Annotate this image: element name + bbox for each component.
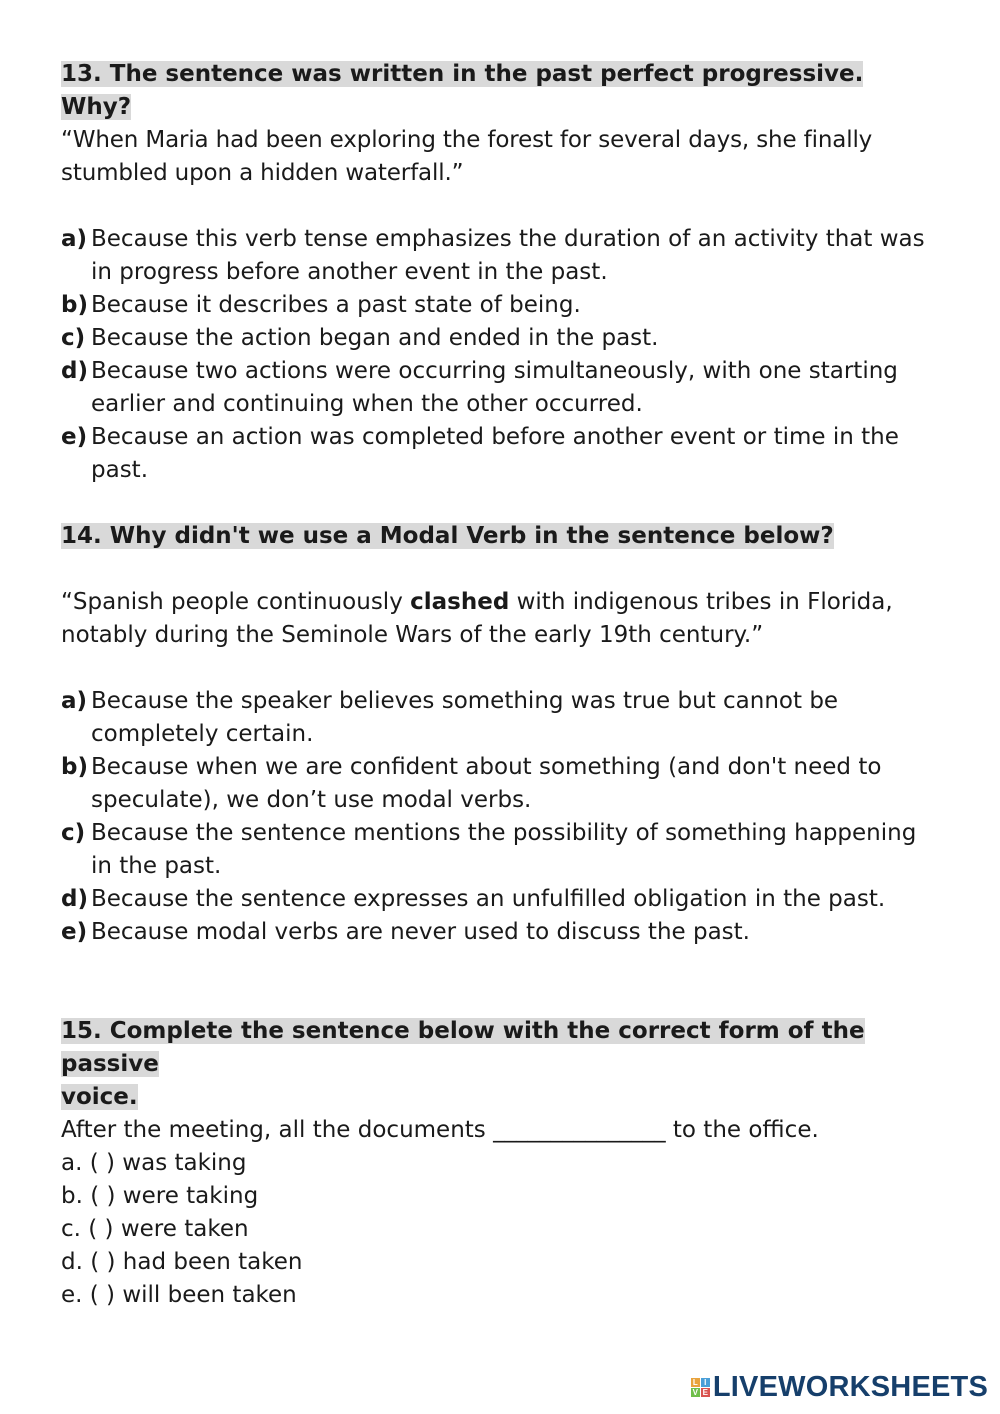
question-15-title-line2: voice.: [61, 1084, 138, 1110]
option-text: Because modal verbs are never used to discuss the past.: [91, 919, 750, 945]
logo-wordmark: LIVEWORKSHEETS: [712, 1371, 988, 1403]
question-13-option-c[interactable]: [61, 322, 941, 355]
question-13-title: 13. The sentence was written in the past perfect progressive. Why?: [61, 61, 864, 120]
question-15-option-e[interactable]: e. ( ) will been taken: [61, 1282, 297, 1308]
option-letter: c): [61, 820, 86, 846]
question-13-option-a[interactable]: [61, 223, 941, 289]
option-text: Because this verb tense emphasizes the duration of an activity that was in progress before another event in the past.: [91, 226, 925, 285]
question-14-quote: [61, 586, 941, 652]
quote-end: with indigenous tribes in Florida, notably during the Seminole Wars of the early 19th century.”: [61, 589, 893, 648]
question-13-quote: “When Maria had been exploring the forest for several days, she finally stumbled upon a hidden waterfall.”: [61, 127, 873, 186]
option-text: Because an action was completed before another event or time in the past.: [91, 424, 899, 483]
option-letter: d): [61, 886, 88, 912]
logo-tile-i: I: [701, 1378, 710, 1387]
option-text: Because the speaker believes something was true but cannot be completely certain.: [91, 688, 839, 747]
option-text: Because when we are confident about something (and don't need to speculate), we don’t use modal verbs.: [91, 754, 882, 813]
question-14-option-b[interactable]: [61, 751, 941, 817]
question-15-option-b[interactable]: b. ( ) were taking: [61, 1183, 259, 1209]
question-14-option-a[interactable]: [61, 685, 941, 751]
option-text: Because it describes a past state of being.: [91, 292, 581, 318]
question-13: [61, 58, 941, 487]
question-13-option-e[interactable]: [61, 421, 941, 487]
question-15-option-d[interactable]: d. ( ) had been taken: [61, 1249, 303, 1275]
liveworksheets-logo: [691, 1371, 988, 1404]
question-13-option-d[interactable]: [61, 355, 941, 421]
option-letter: e): [61, 919, 88, 945]
option-letter: d): [61, 358, 88, 384]
logo-tile-v: V: [692, 1388, 699, 1397]
option-text: Because two actions were occurring simultaneously, with one starting earlier and continuing when the other occurred.: [91, 358, 898, 417]
option-text: Because the action began and ended in the past.: [91, 325, 659, 351]
option-letter: a): [61, 688, 88, 714]
question-15-sentence: After the meeting, all the documents _______________ to the office.: [61, 1117, 819, 1143]
quote-emphasis: clashed: [410, 589, 510, 615]
question-15-title-line1: 15. Complete the sentence below with the correct form of the passive: [61, 1018, 865, 1077]
question-15: [61, 1015, 941, 1312]
question-14-option-c[interactable]: [61, 817, 941, 883]
option-text: Because the sentence mentions the possibility of something happening in the past.: [91, 820, 917, 879]
option-letter: b): [61, 754, 88, 780]
question-15-option-a[interactable]: a. ( ) was taking: [61, 1150, 247, 1176]
logo-tile-l: L: [692, 1378, 698, 1387]
logo-tile-e: E: [702, 1388, 709, 1397]
quote-start: “Spanish people continuously: [61, 589, 411, 615]
question-15-option-c[interactable]: c. ( ) were taken: [61, 1216, 249, 1242]
question-14-option-e[interactable]: [61, 916, 941, 949]
question-14-option-d[interactable]: [61, 883, 941, 916]
question-13-option-b[interactable]: [61, 289, 941, 322]
question-14: [61, 520, 941, 949]
option-letter: b): [61, 292, 88, 318]
option-letter: a): [61, 226, 88, 252]
option-text: Because the sentence expresses an unfulfilled obligation in the past.: [91, 886, 886, 912]
question-14-heading: [61, 520, 941, 553]
question-14-title: 14. Why didn't we use a Modal Verb in the sentence below?: [61, 523, 834, 549]
option-letter: e): [61, 424, 88, 450]
worksheet-page: [61, 58, 941, 1312]
logo-mark-icon: [691, 1378, 710, 1397]
option-letter: c): [61, 325, 86, 351]
question-13-heading: [61, 58, 941, 124]
question-15-heading: [61, 1015, 941, 1114]
